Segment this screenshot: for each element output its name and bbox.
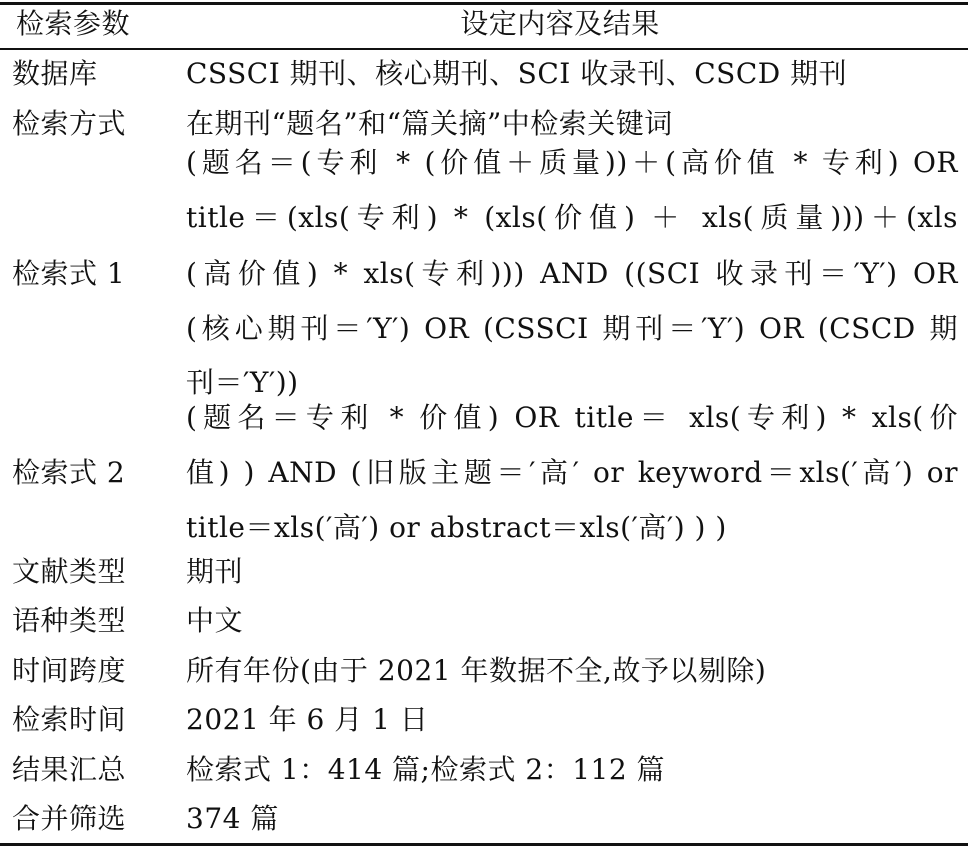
value-summary: 检索式 1：414 篇;检索式 2：112 篇 xyxy=(186,753,666,786)
value-doc-type: 期刊 xyxy=(186,555,244,588)
header-param: 检索参数 xyxy=(16,7,131,40)
query-1-line: (题名＝(专利 * (价值＋质量))＋(高价值 * 专利) OR xyxy=(186,146,958,179)
param-time-span: 时间跨度 xyxy=(12,654,127,687)
param-summary: 结果汇总 xyxy=(12,753,127,786)
query-2-line: 值) ) AND (旧版主题＝′高′ or keyword＝xls(′高′) or xyxy=(186,456,958,489)
header-rule xyxy=(0,48,968,50)
param-merged: 合并筛选 xyxy=(12,802,127,835)
query-1-line: (核心期刊＝′Y′) OR (CSSCI 期刊＝′Y′) OR (CSCD 期 xyxy=(186,312,958,345)
header-value: 设定内容及结果 xyxy=(460,7,660,40)
param-language: 语种类型 xyxy=(12,604,127,637)
value-time-span: 所有年份(由于 2021 年数据不全,故予以剔除) xyxy=(186,654,767,687)
query-1-line: title＝(xls(专利) * (xls(价值) ＋ xls(质量)))＋(xls xyxy=(186,201,958,234)
top-rule xyxy=(0,2,968,5)
value-search-time: 2021 年 6 月 1 日 xyxy=(186,703,429,736)
param-query-1: 检索式 1 xyxy=(12,257,126,290)
value-database: CSSCI 期刊、核心期刊、SCI 收录刊、CSCD 期刊 xyxy=(186,57,848,90)
param-query-2: 检索式 2 xyxy=(12,456,126,489)
param-database: 数据库 xyxy=(12,57,98,90)
param-doc-type: 文献类型 xyxy=(12,555,127,588)
param-method: 检索方式 xyxy=(12,107,127,140)
query-1-line: (高价值) * xls(专利))) AND ((SCI 收录刊＝′Y′) OR xyxy=(186,257,958,290)
value-merged: 374 篇 xyxy=(186,802,279,835)
query-2-line: (题名＝专利 * 价值) OR title＝ xls(专利) * xls(价 xyxy=(186,401,958,434)
query-1-line: 刊＝′Y′)) xyxy=(186,366,299,399)
value-method: 在期刊“题名”和“篇关摘”中检索关键词 xyxy=(186,107,673,140)
query-2-line: title＝xls(′高′) or abstract＝xls(′高′) ) ) xyxy=(186,511,727,544)
value-language: 中文 xyxy=(186,604,244,637)
bottom-rule xyxy=(0,843,968,846)
param-search-time: 检索时间 xyxy=(12,703,127,736)
